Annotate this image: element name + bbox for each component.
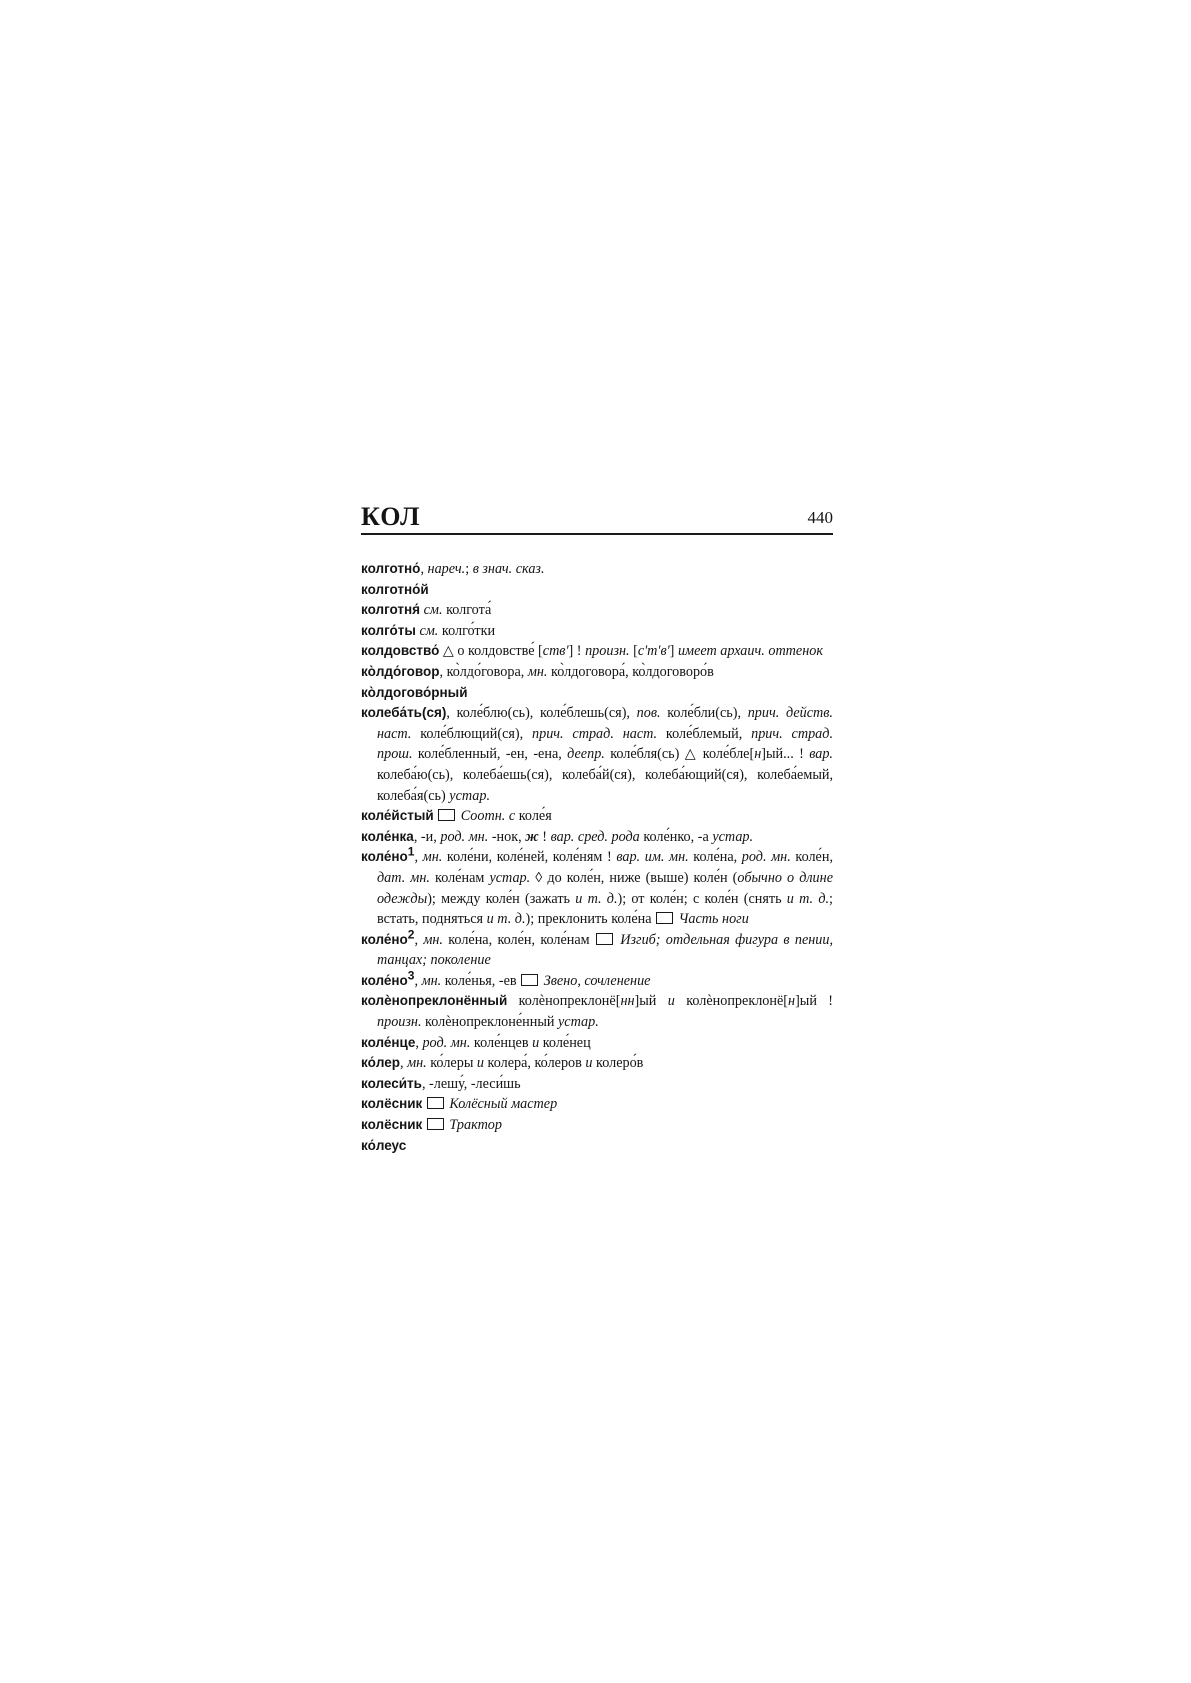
italic-text: нн [620, 993, 635, 1010]
entry-text: , [414, 931, 424, 948]
italic-text: устар. [449, 787, 491, 804]
dictionary-entry-koleysty [361, 806, 833, 827]
entry-text: [ [629, 643, 638, 660]
entry-text: коле́бля(сь) △ коле́бле[ [604, 746, 755, 763]
page-number: 440 [807, 508, 833, 527]
italic-text: род. мн. [741, 849, 791, 866]
entry-text: коле́н, [790, 849, 833, 866]
entry-text: ]ый ! [795, 993, 834, 1010]
header-rule [361, 533, 833, 535]
entry-text: , [415, 1034, 423, 1051]
entry-text: коле́нья, -ев [441, 972, 521, 989]
italic-text: Звено, сочленение [543, 972, 651, 989]
italic-text: прич. действ. наст. [377, 705, 833, 742]
headword: $коле́но^3$ [361, 968, 415, 988]
dictionary-entry-kolgotno [361, 559, 833, 580]
headword: колеба́ть(ся) [361, 705, 447, 721]
homonym-index: 2 [407, 927, 415, 942]
entry-text [434, 808, 438, 824]
dictionary-entry-koldovstvo [361, 641, 833, 662]
dictionary-entry-koleno1 [361, 844, 833, 929]
entry-text: коле́на, [688, 849, 742, 866]
italic-text: мн. [422, 849, 443, 866]
headword: колеси́ть [361, 1075, 422, 1091]
entry-text: ; встать, подняться [377, 890, 833, 928]
entry-text: △ о колдовстве́ [ [439, 643, 543, 660]
entry-text [422, 1117, 426, 1133]
italic-text: н [754, 746, 762, 763]
italic-text: дат. мн. [377, 869, 430, 886]
italic-text: и [476, 1055, 484, 1072]
italic-text: вар. сред. рода [550, 828, 640, 845]
entry-text: коле́блемый, [657, 725, 752, 742]
dictionary-entry-kolesnik2 [361, 1115, 833, 1136]
homonym-index: 3 [407, 968, 415, 983]
entry-text: , [399, 1055, 408, 1072]
headword: ко́леус [361, 1137, 407, 1153]
headword: $коле́но^1$ [361, 844, 415, 865]
headword: колдовство́ [361, 643, 440, 659]
headword: колготно́й [361, 581, 429, 597]
dictionary-entry-koldogovor [361, 662, 833, 683]
italic-text: Часть ноги [678, 911, 749, 928]
italic-text: прич. страд. прош. [377, 725, 833, 763]
italic-text: вар. им. мн. [616, 849, 689, 866]
headword: колготня́ [361, 602, 421, 618]
italic-text: и т. д. [575, 890, 618, 907]
italic-text: см. [423, 602, 443, 619]
entry-text [422, 1096, 426, 1112]
italic-text: род. мн. [422, 1034, 471, 1051]
entry-text: ); преклонить коле́на [525, 911, 656, 928]
entry-text: ◊ до коле́н, ниже (выше) коле́н ( [530, 869, 738, 886]
entry-text: ); от коле́н; с коле́н (снять [617, 890, 787, 907]
italic-text: и [532, 1034, 540, 1051]
entry-text: коле́нко, -а [639, 828, 713, 845]
italic-text: и т. д. [486, 911, 526, 928]
entry-text: коле́ни, коле́ней, коле́ням ! [442, 849, 617, 866]
italic-text: с'т'в' [637, 643, 670, 660]
entry-text: ] [669, 643, 678, 660]
headword: колго́ты [361, 622, 416, 638]
dictionary-entry-kolenopreklonenny [361, 991, 833, 1032]
entry-text: , -лешу́, -леси́шь [421, 1075, 521, 1092]
italic-text: мн. [407, 1055, 427, 1072]
entry-text: колеба́ю(сь), колеба́ешь(ся), колеба́й(ся), колеба́ющий(ся), колеба́емый, колеба́я(сь) [377, 766, 833, 804]
headword: колёсник [361, 1096, 423, 1112]
entry-text: колѐнопреклоне́нный [421, 1014, 558, 1031]
headword: коле́йстый [361, 808, 434, 824]
headword: коле́нце [361, 1034, 416, 1050]
headword: $коле́но^2$ [361, 927, 415, 947]
italic-text: прич. страд. наст. [532, 725, 658, 742]
dictionary-entry-kolgotnya [361, 600, 833, 621]
entry-text: коле́бли(сь), [660, 705, 748, 722]
headword: ко̀лдо́говор [361, 663, 440, 679]
entry-text: коле́нцев [470, 1034, 533, 1051]
dictionary-entry-kolenka [361, 827, 833, 848]
headword: колготно́ [361, 561, 421, 576]
entry-text: колгота́ [442, 602, 492, 619]
dictionary-entry-kolesit [361, 1074, 833, 1095]
meaning-box-icon [427, 1118, 444, 1130]
meaning-box-icon [596, 933, 613, 945]
entry-text: , [420, 561, 428, 577]
italic-text: произн. [377, 1014, 422, 1031]
italic-text: см. [419, 622, 439, 639]
italic-text: и [585, 1055, 593, 1072]
dictionary-entry-koler [361, 1053, 833, 1074]
italic-text: устар. [489, 869, 531, 886]
entry-text: коле́нам [429, 869, 490, 886]
entry-text: ]ый [634, 993, 668, 1010]
italic-text: устар. [712, 828, 754, 845]
dictionary-entry-kolesnik1 [361, 1094, 833, 1115]
entry-text: , [414, 972, 422, 989]
entry-text: коле́бленный, -ен, -ена, [412, 746, 568, 763]
dictionary-entry-kolgotnoy [361, 580, 833, 601]
entry-text: колго́тки [438, 622, 496, 639]
meaning-box-icon [438, 809, 455, 821]
entry-text: ! [538, 828, 551, 845]
italic-text: деепр. [567, 746, 605, 763]
italic-text: и [667, 993, 675, 1010]
entry-text: коле́на, коле́н, коле́нам [442, 931, 595, 948]
italic-text: пов. [636, 705, 661, 722]
italic-text: ств' [542, 643, 569, 660]
entry-text: -нок, [488, 828, 526, 845]
headword: ко́лер [361, 1055, 400, 1071]
meaning-box-icon [521, 974, 538, 986]
entry-text: коле́я [515, 808, 552, 825]
meaning-box-icon [656, 912, 673, 924]
page-header [361, 503, 833, 533]
italic-text: мн. [421, 972, 442, 989]
entry-text: колеро́в [592, 1055, 644, 1072]
italic-text: Изгиб; отдельная фигура в пении, танцах; поколение [377, 931, 834, 969]
italic-text: мн. [527, 663, 548, 680]
entry-text: ] ! [568, 643, 586, 660]
entry-text: ко̀лдоговора́, ко̀лдоговоро́в [547, 663, 714, 680]
entry-text: , -и, [413, 828, 441, 845]
italic-text: н [788, 993, 796, 1010]
headword: колѐнопреклонённый [361, 993, 508, 1009]
entry-text: , коле́блю(сь), коле́блешь(ся), [446, 705, 637, 722]
entry-text: колера́, ко́леров [484, 1055, 586, 1072]
entry-text: коле́нец [539, 1034, 591, 1051]
homonym-index: 1 [407, 844, 415, 859]
italic-text: произн. [585, 643, 630, 660]
italic-text: устар. [558, 1014, 599, 1031]
italic-text: нареч. [427, 561, 466, 577]
italic-text: мн. [423, 931, 443, 948]
headword: коле́нка [361, 828, 414, 844]
running-head-word: КОЛ [361, 502, 421, 531]
italic-text: род. мн. [440, 828, 489, 845]
entry-text: колѐнопреклонё[ [507, 993, 621, 1010]
dictionary-entry-koleno2 [361, 927, 834, 971]
entry-text: , [414, 849, 423, 866]
italic-text: Соотн. с [460, 808, 516, 825]
entry-text: ко́леры [426, 1055, 477, 1072]
dictionary-entry-koldogovorny [361, 683, 833, 704]
dictionary-entry-koleus [361, 1136, 833, 1157]
headword: ко̀лдогово́рный [361, 684, 468, 700]
entry-text: ; [465, 561, 473, 577]
entry-text: , ко̀лдо́говора, [439, 663, 528, 680]
grammar-mark: ж [525, 828, 539, 845]
headword: колёсник [361, 1117, 423, 1133]
italic-text: обычно о длине одежды [377, 869, 833, 907]
dictionary-entry-koleno3 [361, 968, 833, 992]
italic-text: Колёсный мастер [449, 1096, 558, 1113]
italic-text: Трактор [449, 1117, 502, 1134]
entry-text: колѐнопреклонё[ [674, 993, 789, 1010]
dictionary-entry-kolentse [361, 1033, 833, 1054]
italic-text: в знач. сказ. [472, 561, 545, 577]
meaning-box-icon [427, 1097, 444, 1109]
dictionary-entries [361, 559, 833, 1156]
italic-text: имеет архаич. оттенок [677, 643, 823, 660]
italic-text: и т. д. [786, 890, 830, 907]
dictionary-entry-kolebat [361, 703, 833, 806]
entry-text: коле́блющий(ся), [411, 725, 532, 742]
entry-text: ]ый... ! [761, 746, 810, 763]
dictionary-entry-kolgoty [361, 621, 833, 642]
italic-text: вар. [809, 746, 833, 763]
entry-text: ); между коле́н (зажать [427, 890, 576, 907]
